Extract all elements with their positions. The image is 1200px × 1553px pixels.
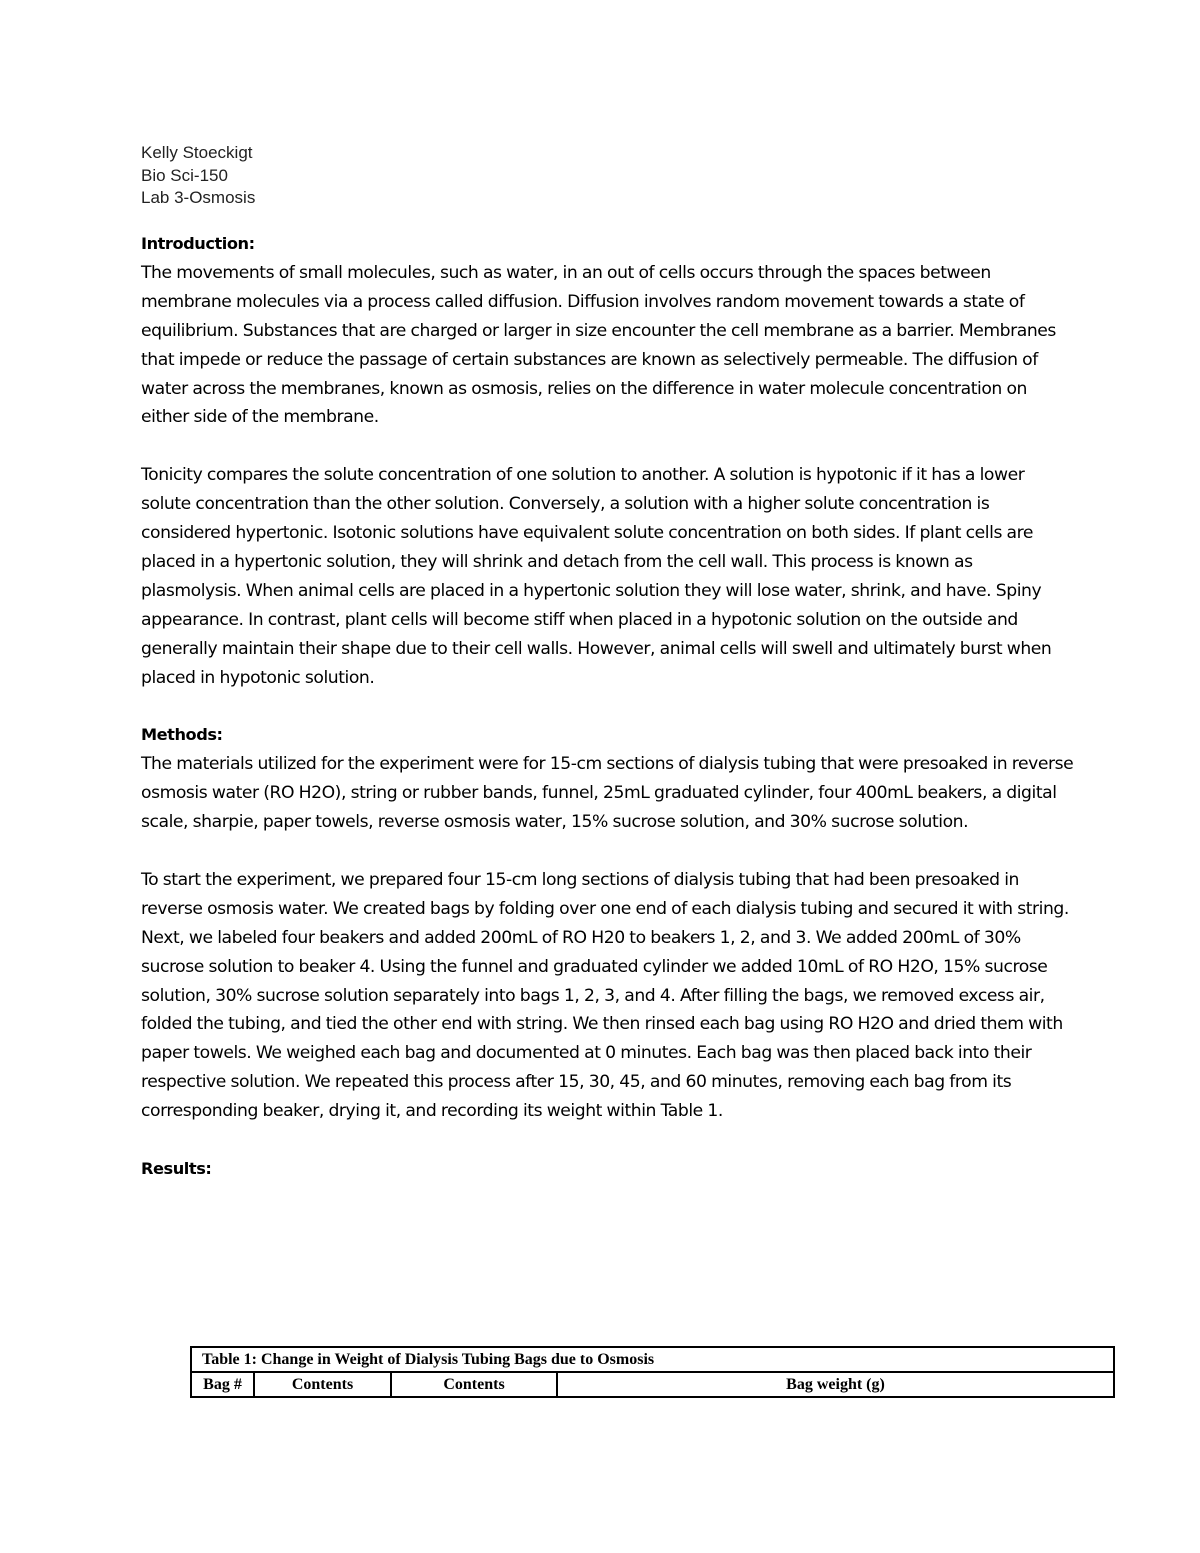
lab-title: Lab 3-Osmosis — [141, 188, 256, 207]
table-header-row — [191, 1372, 1114, 1397]
author-name: Kelly Stoeckigt — [141, 143, 253, 162]
results-heading: Results: — [141, 1158, 212, 1178]
methods-section — [141, 721, 1076, 1126]
column-header-contents-inside: Contents — [254, 1372, 391, 1397]
introduction-section — [141, 230, 1076, 692]
methods-heading: Methods: — [141, 725, 223, 745]
document-body — [141, 230, 1076, 1184]
materials-paragraph: The materials utilized for the experiment were for 15-cm sections of dialysis tubing that were presoaked in reverse osmosis water (RO H2O), string or rubber bands, funnel, 25mL graduated cylinder, four 400mL beakers, a digital scale, sharpie, paper towels, reverse osmosis water, 15% sucrose solution, and 30% sucrose solution. — [141, 754, 1074, 833]
section-spacer — [141, 692, 1076, 721]
course-name: Bio Sci-150 — [141, 165, 228, 185]
table-caption: Table 1: Change in Weight of Dialysis Tubing Bags due to Osmosis — [191, 1347, 1114, 1372]
column-header-contents-outside: Contents — [391, 1372, 557, 1397]
column-header-bag-weight: Bag weight (g) — [557, 1372, 1114, 1397]
results-table — [190, 1346, 1115, 1398]
table-caption-row — [191, 1347, 1114, 1372]
document-header — [141, 142, 255, 210]
paragraph-spacer — [141, 432, 1076, 461]
column-header-bag-number: Bag # — [191, 1372, 254, 1397]
procedure-paragraph: To start the experiment, we prepared four 15-cm long sections of dialysis tubing that had been presoaked in reverse osmosis water. We created bags by folding over one end of each dialysis tubing and secured it with string. Next, we labeled four beakers and added 200mL of RO H20 to beakers 1, 2, and 3. We added 200mL of 30% sucrose solution to beaker 4. Using the funnel and graduated cylinder we added 10mL of RO H2O, 15% sucrose solution, 30% sucrose solution separately into bags 1, 2, 3, and 4. After filling the bags, we removed excess air, folded the tubing, and tied the other end with string. We then rinsed each bag using RO H2O and dried them with paper towels. We weighed each bag and documented at 0 minutes. Each bag was then placed back into their respective solution. We repeated this process after 15, 30, 45, and 60 minutes, removing each bag from its corresponding beaker, drying it, and recording its weight within Table 1. — [141, 869, 1069, 1122]
introduction-paragraph: The movements of small molecules, such as water, in an out of cells occurs through the spaces between membrane molecules via a process called diffusion. Diffusion involves random movement towards a state of equilibrium. Substances that are charged or larger in size encounter the cell membrane as a barrier. Membranes that impede or reduce the passage of certain substances are known as selectively permeable. The diffusion of water across the membranes, known as osmosis, relies on the difference in water molecule concentration on either side of the membrane. — [141, 262, 1056, 428]
results-section — [141, 1155, 1076, 1184]
section-spacer — [141, 1126, 1076, 1155]
paragraph-spacer — [141, 837, 1076, 866]
tonicity-paragraph: Tonicity compares the solute concentration of one solution to another. A solution is hypotonic if it has a lower solute concentration than the other solution. Conversely, a solution with a higher solute concentration is considered hypertonic. Isotonic solutions have equivalent solute concentration on both sides. If plant cells are placed in a hypertonic solution, they will shrink and detach from the cell wall. This process is known as plasmolysis. When animal cells are placed in a hypertonic solution they will lose water, shrink, and have. Spiny appearance. In contrast, plant cells will become stiff when placed in a hypotonic solution on the outside and generally maintain their shape due to their cell walls. However, animal cells will swell and ultimately burst when placed in hypotonic solution. — [141, 465, 1052, 688]
introduction-heading: Introduction: — [141, 234, 255, 253]
